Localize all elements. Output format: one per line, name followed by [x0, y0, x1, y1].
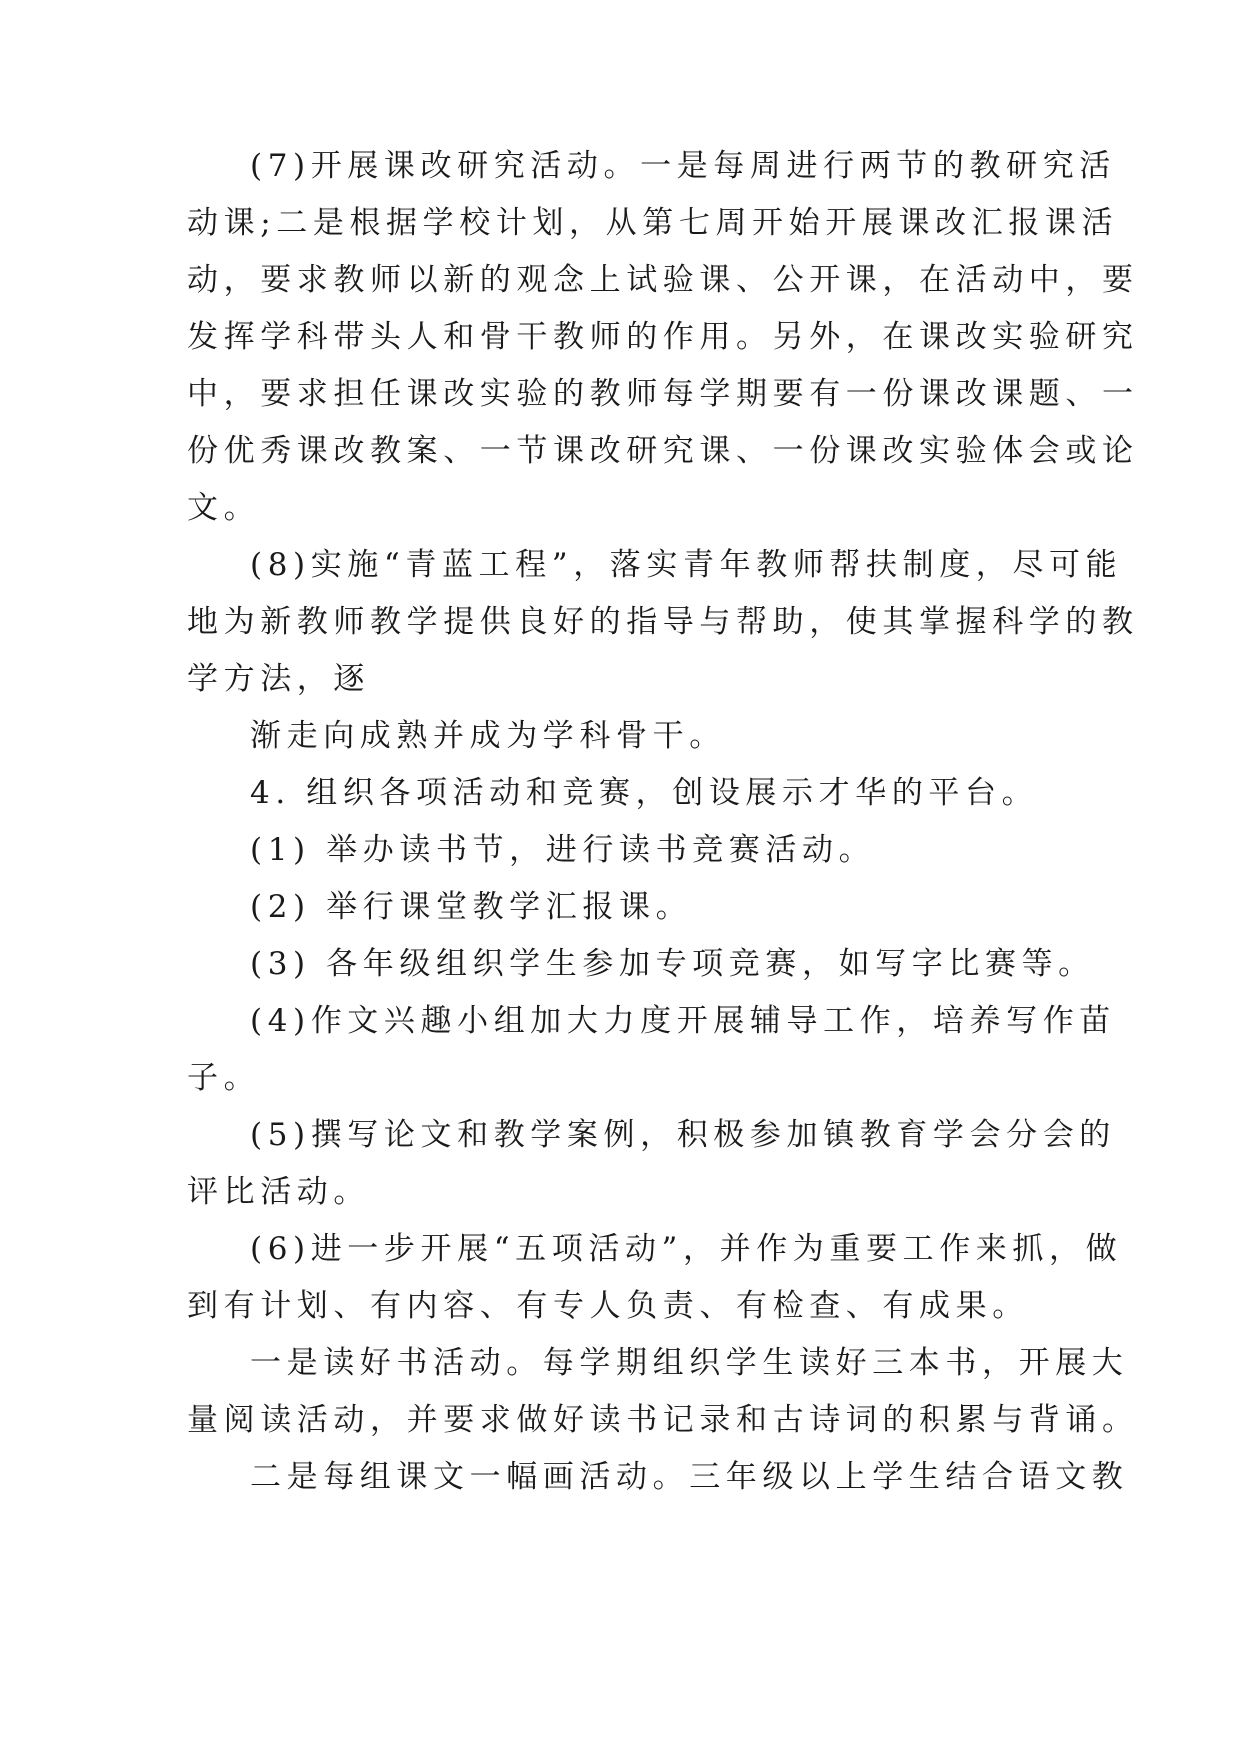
paragraph-7-line-4: 发挥学科带头人和骨干教师的作用。另外，在课改实验研究 [187, 319, 1139, 355]
item-4-line-2: 子。 [187, 1060, 261, 1096]
paragraph-8-line-3: 学方法，逐 [187, 661, 370, 697]
item-6-line-2: 到有计划、有内容、有专人负责、有检查、有成果。 [187, 1288, 1029, 1324]
item-3: (3) 各年级组织学生参加专项竞赛，如写字比赛等。 [250, 946, 1095, 982]
activity-1-line-2: 量阅读活动，并要求做好读书记录和古诗词的积累与背诵。 [187, 1402, 1139, 1438]
item-2: (2) 举行课堂教学汇报课。 [250, 889, 693, 925]
activity-1-line-1: 一是读好书活动。每学期组织学生读好三本书，开展大 [250, 1345, 1129, 1381]
paragraph-7-line-2: 动课;二是根据学校计划，从第七周开始开展课改汇报课活 [187, 205, 1119, 241]
paragraph-8-line-4: 渐走向成熟并成为学科骨干。 [250, 718, 726, 754]
item-6-line-1: (6)进一步开展“五项活动”，并作为重要工作来抓，做 [250, 1231, 1123, 1267]
item-5-line-1: (5)撰写论文和教学案例，积极参加镇教育学会分会的 [250, 1117, 1116, 1153]
item-1: (1) 举办读书节，进行读书竞赛活动。 [250, 832, 876, 868]
section-4-heading: 4. 组织各项活动和竞赛，创设展示才华的平台。 [250, 775, 1039, 811]
paragraph-7-line-3: 动，要求教师以新的观念上试验课、公开课，在活动中，要 [187, 262, 1139, 298]
item-5-line-2: 评比活动。 [187, 1174, 370, 1210]
paragraph-7-line-5: 中，要求担任课改实验的教师每学期要有一份课改课题、一 [187, 376, 1139, 412]
paragraph-8-line-2: 地为新教师教学提供良好的指导与帮助，使其掌握科学的教 [187, 604, 1139, 640]
paragraph-7-line-7: 文。 [187, 490, 261, 526]
paragraph-7-line-6: 份优秀课改教案、一节课改研究课、一份课改实验体会或论 [187, 433, 1139, 469]
paragraph-8-line-1: (8)实施“青蓝工程”，落实青年教师帮扶制度，尽可能 [250, 547, 1123, 583]
activity-2-line-1: 二是每组课文一幅画活动。三年级以上学生结合语文教 [250, 1459, 1129, 1495]
item-4-line-1: (4)作文兴趣小组加大力度开展辅导工作，培养写作苗 [250, 1003, 1116, 1039]
paragraph-7-line-1: (7)开展课改研究活动。一是每周进行两节的教研究活 [250, 148, 1116, 184]
